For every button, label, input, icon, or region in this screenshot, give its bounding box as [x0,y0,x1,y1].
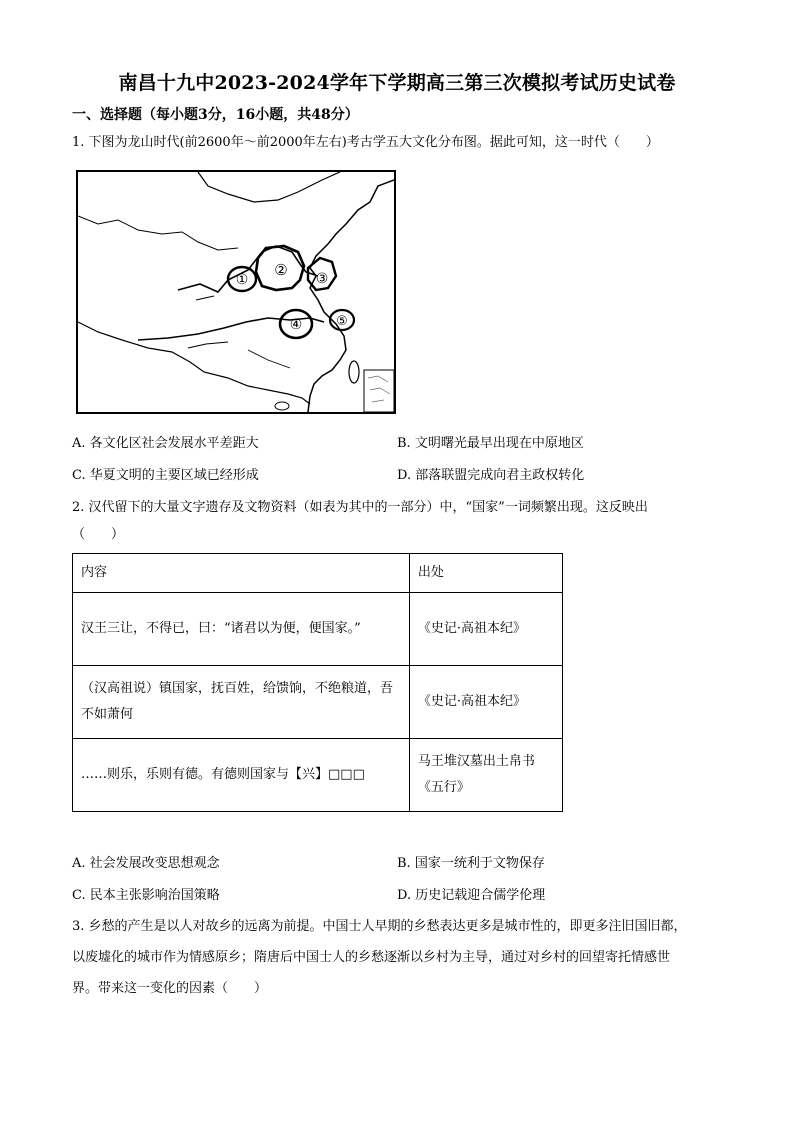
q1-option-b[interactable]: B. 文明曙光最早出现在中原地区 [397,436,584,451]
longshan-culture-map [76,170,396,414]
table-cell-source: 《史记·高祖本纪》 [409,593,562,666]
china-map-svg [78,172,394,412]
map-label-5: ⑤ [336,314,348,329]
table-cell-content: ……则乐，乐则有德。有德则国家与【兴】□□□ [73,739,410,812]
map-label-1: ① [235,272,249,288]
table-cell-content: （汉高祖说）镇国家，抚百姓，给馈饷，不绝粮道，吾不如萧何 [73,666,410,739]
table-header-row [73,554,563,593]
question-3-stem-cont2: 界。带来这一变化的因素（ ） [72,981,268,996]
q1-option-c[interactable]: C. 华夏文明的主要区域已经形成 [72,468,259,483]
section-heading: 一、选择题（每小题3分，16小题，共48分） [72,107,359,123]
table-cell-source: 《史记·高祖本纪》 [409,666,562,739]
q1-option-d[interactable]: D. 部落联盟完成向君主政权转化 [397,468,585,483]
header-source: 出处 [409,554,562,593]
table-row [73,593,563,666]
question-3-stem: 3. 乡愁的产生是以人对故乡的远离为前提。中国士人早期的乡愁表达更多是城市性的，即更多注旧国旧都， [72,919,687,934]
q2-option-d[interactable]: D. 历史记载迎合儒学伦理 [397,888,546,903]
q1-option-a[interactable]: A. 各文化区社会发展水平差距大 [72,436,259,451]
q2-option-b[interactable]: B. 国家一统利于文物保存 [397,856,545,871]
table-cell-content: 汉王三让，不得已，曰：“诸君以为便，便国家。” [73,593,410,666]
question-2-stem: 2. 汉代留下的大量文字遗存及文物资料（如表为其中的一部分）中，“国家”一词频繁出现。这反映出 [72,500,648,515]
source-table [72,553,563,812]
table-row [73,739,563,812]
map-label-2: ② [274,261,288,279]
question-3-stem-cont: 以废墟化的城市作为情感原乡；隋唐后中国士人的乡愁逐渐以乡村为主导，通过对乡村的回望寄托情感世 [72,950,671,965]
map-label-3: ③ [315,271,329,287]
q2-option-c[interactable]: C. 民本主张影响治国策略 [72,888,220,903]
table-cell-source: 马王堆汉墓出土帛书《五行》 [409,739,562,812]
table-row [73,666,563,739]
header-content: 内容 [73,554,410,593]
question-2-stem-cont: （ ） [72,527,125,542]
exam-title: 南昌十九中2023-2024学年下学期高三第三次模拟考试历史试卷 [118,72,676,94]
question-1-stem: 1. 下图为龙山时代(前2600年～前2000年左右)考古学五大文化分布图。据此可知，这一时代（ ） [72,135,659,150]
map-label-4: ④ [289,317,303,333]
q2-option-a[interactable]: A. 社会发展改变思想观念 [72,856,220,871]
